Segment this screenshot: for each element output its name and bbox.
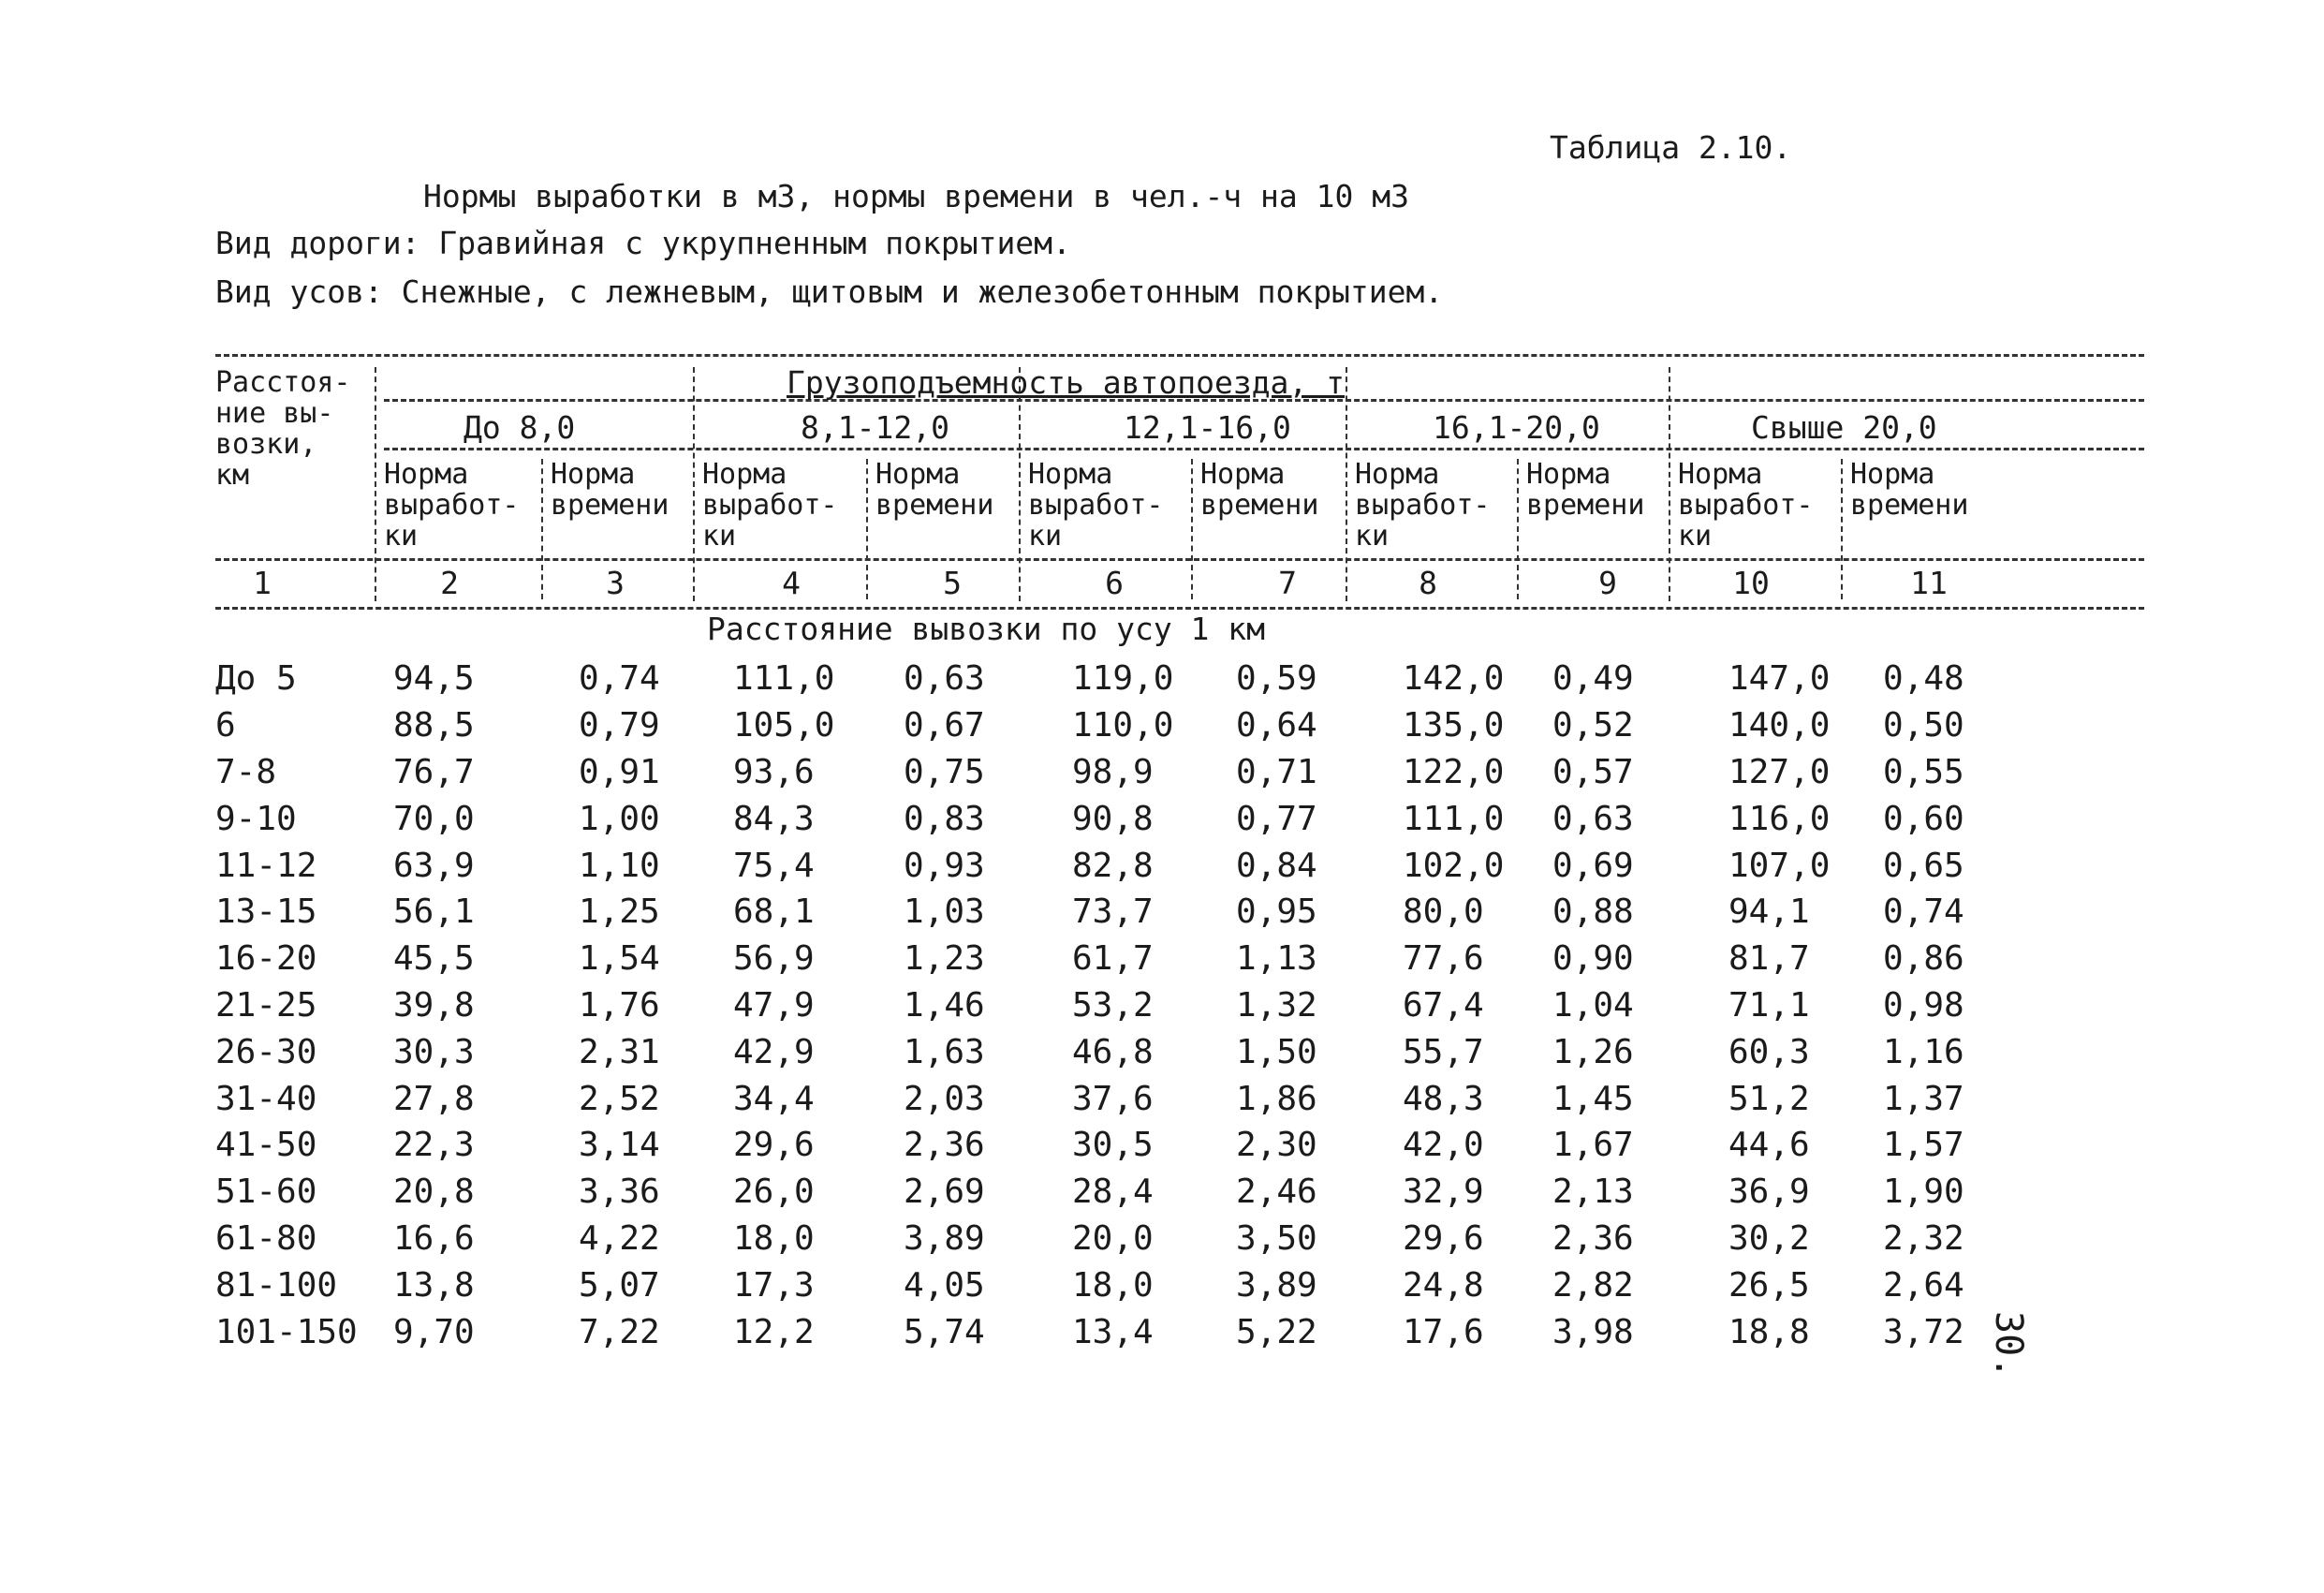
norm-time-cell: 5,22 [1236,1312,1317,1351]
distance-cell: 7-8 [215,752,277,791]
norm-output-cell: 63,9 [393,846,475,885]
norm-time-cell: 4,05 [904,1265,985,1305]
norm-time-cell: 1,26 [1552,1032,1634,1071]
table-row [215,749,2080,796]
norm-output-cell: 26,5 [1728,1265,1810,1305]
norm-output-cell: 12,2 [733,1312,815,1351]
norm-time-cell: 1,63 [904,1032,985,1071]
norm-time-cell: 1,45 [1552,1079,1634,1118]
norm-output-cell: 80,0 [1403,892,1484,932]
norm-time-cell: 1,10 [579,846,660,885]
norm-time-cell: 0,98 [1883,985,1964,1025]
norm-time-cell: 2,31 [579,1032,660,1071]
norm-time-cell: 1,67 [1552,1126,1634,1165]
norm-time-cell: 1,57 [1883,1126,1964,1165]
norm-output-cell: 98,9 [1072,752,1154,791]
norm-output-cell: 88,5 [393,706,475,745]
norm-time-cell: 0,71 [1236,752,1317,791]
column-separator [1191,459,1193,599]
norm-output-cell: 20,8 [393,1173,475,1212]
norm-output-cell: 36,9 [1728,1173,1810,1212]
norm-time-cell: 0,48 [1883,659,1964,699]
column-number: 10 [1732,565,1770,601]
column-number: 2 [440,565,459,601]
norm-output-cell: 71,1 [1728,985,1810,1025]
norm-time-cell: 0,57 [1552,752,1634,791]
column-number: 4 [782,565,801,601]
norm-output-cell: 26,0 [733,1173,815,1212]
norm-time-cell: 7,22 [579,1312,660,1351]
norm-output-cell: 105,0 [733,706,835,745]
norm-output-cell: 60,3 [1728,1032,1810,1071]
norm-output-cell: 48,3 [1403,1079,1484,1118]
norm-time-cell: 1,16 [1883,1032,1964,1071]
norm-time-cell: 2,30 [1236,1126,1317,1165]
norm-time-cell: 1,04 [1552,985,1634,1025]
norm-time-cell: 1,32 [1236,985,1317,1025]
norm-output-header: Норма выработ- ки [702,458,838,553]
table-row [215,1075,2080,1122]
norm-output-cell: 90,8 [1072,799,1154,838]
norm-time-cell: 3,89 [1236,1265,1317,1305]
norm-time-header: Норма времени [1850,458,1969,522]
capacity-group-2: 8,1-12,0 [801,409,949,446]
norm-time-cell: 1,76 [579,985,660,1025]
table-row [215,656,2080,702]
capacity-group-4: 16,1-20,0 [1433,409,1600,446]
norm-time-cell: 2,46 [1236,1173,1317,1212]
norm-output-cell: 56,1 [393,892,475,932]
column-number: 5 [943,565,962,601]
norm-time-cell: 1,37 [1883,1079,1964,1118]
norm-output-cell: 67,4 [1403,985,1484,1025]
norm-time-cell: 1,50 [1236,1032,1317,1071]
norm-time-cell: 0,52 [1552,706,1634,745]
norm-time-cell: 1,13 [1236,939,1317,979]
column-separator [375,367,376,601]
capacity-rule [384,448,2144,450]
distance-cell: 16-20 [215,939,317,979]
norm-time-cell: 0,55 [1883,752,1964,791]
norm-time-header: Норма времени [875,458,994,522]
table-row [215,889,2080,936]
norm-output-cell: 56,9 [733,939,815,979]
norm-time-cell: 1,23 [904,939,985,979]
norm-time-header: Норма времени [551,458,669,522]
norm-time-cell: 0,84 [1236,846,1317,885]
norm-output-cell: 107,0 [1728,846,1831,885]
norm-output-cell: 9,70 [393,1312,475,1351]
norm-time-cell: 0,77 [1236,799,1317,838]
norm-output-cell: 81,7 [1728,939,1810,979]
norm-time-cell: 5,74 [904,1312,985,1351]
norm-time-cell: 0,63 [904,659,985,699]
norm-time-cell: 5,07 [579,1265,660,1305]
column-separator [1517,459,1519,599]
norm-time-cell: 0,88 [1552,892,1634,932]
page-number: 30. [1987,1311,2030,1379]
distance-cell: 6 [215,706,236,745]
norm-output-cell: 44,6 [1728,1126,1810,1165]
norm-time-cell: 2,03 [904,1079,985,1118]
distance-cell: 51-60 [215,1173,317,1212]
norm-time-cell: 2,82 [1552,1265,1634,1305]
norm-time-cell: 0,65 [1883,846,1964,885]
norm-output-cell: 94,1 [1728,892,1810,932]
norm-output-cell: 20,0 [1072,1218,1154,1258]
norm-output-cell: 16,6 [393,1218,475,1258]
norm-output-header: Норма выработ- ки [384,458,520,553]
distance-cell: 101-150 [215,1312,358,1351]
norm-time-cell: 1,86 [1236,1079,1317,1118]
norm-output-cell: 32,9 [1403,1173,1484,1212]
norm-time-cell: 1,90 [1883,1173,1964,1212]
norm-time-cell: 3,50 [1236,1218,1317,1258]
norm-output-cell: 119,0 [1072,659,1174,699]
norm-output-cell: 77,6 [1403,939,1484,979]
norm-time-cell: 1,54 [579,939,660,979]
norm-output-cell: 94,5 [393,659,475,699]
norm-output-cell: 84,3 [733,799,815,838]
norm-output-cell: 18,0 [733,1218,815,1258]
column-number: 8 [1419,565,1437,601]
norm-time-cell: 0,63 [1552,799,1634,838]
column-separator [693,367,695,601]
norm-output-cell: 61,7 [1072,939,1154,979]
norm-time-cell: 1,03 [904,892,985,932]
norm-time-cell: 0,86 [1883,939,1964,979]
norm-output-header: Норма выработ- ки [1028,458,1164,553]
norm-time-cell: 2,36 [1552,1218,1634,1258]
norm-output-cell: 28,4 [1072,1173,1154,1212]
norm-output-cell: 68,1 [733,892,815,932]
norm-output-cell: 55,7 [1403,1032,1484,1071]
norm-output-cell: 147,0 [1728,659,1831,699]
norm-output-cell: 135,0 [1403,706,1505,745]
norm-output-cell: 102,0 [1403,846,1505,885]
norm-output-cell: 142,0 [1403,659,1505,699]
table-row [215,1028,2080,1075]
table-row [215,936,2080,982]
norm-output-cell: 18,8 [1728,1312,1810,1351]
distance-cell: 81-100 [215,1265,338,1305]
norm-time-cell: 0,74 [1883,892,1964,932]
column-separator [866,459,868,599]
column-numbers-rule [215,607,2144,610]
norm-time-header: Норма времени [1526,458,1645,522]
norm-output-cell: 24,8 [1403,1265,1484,1305]
norm-time-cell: 0,91 [579,752,660,791]
norm-output-cell: 18,0 [1072,1265,1154,1305]
distance-cell: 61-80 [215,1218,317,1258]
capacity-group-3: 12,1-16,0 [1124,409,1291,446]
capacity-group-5: Свыше 20,0 [1751,409,1937,446]
norm-time-cell: 3,36 [579,1173,660,1212]
norm-time-cell: 2,13 [1552,1173,1634,1212]
norm-output-cell: 27,8 [393,1079,475,1118]
distance-cell: 9-10 [215,799,297,838]
norm-output-cell: 47,9 [733,985,815,1025]
norm-time-cell: 0,95 [1236,892,1317,932]
distance-cell: 11-12 [215,846,317,885]
table-row [215,982,2080,1029]
norm-output-cell: 110,0 [1072,706,1174,745]
column-number: 3 [606,565,625,601]
table-row [215,702,2080,749]
norm-output-cell: 76,7 [393,752,475,791]
norm-time-cell: 0,75 [904,752,985,791]
norm-output-cell: 122,0 [1403,752,1505,791]
norm-output-cell: 73,7 [1072,892,1154,932]
table-row [215,1122,2080,1169]
norm-output-cell: 29,6 [1403,1218,1484,1258]
norm-time-cell: 0,50 [1883,706,1964,745]
distance-cell: 31-40 [215,1079,317,1118]
norm-time-cell: 0,64 [1236,706,1317,745]
norm-time-cell: 1,46 [904,985,985,1025]
column-separator [541,459,543,599]
usy-type: Вид усов: Снежные, с лежневым, щитовым и железобетонным покрытием. [215,273,1444,310]
norm-output-cell: 29,6 [733,1126,815,1165]
norm-time-cell: 0,90 [1552,939,1634,979]
norm-output-cell: 93,6 [733,752,815,791]
norm-output-cell: 42,9 [733,1032,815,1071]
norm-time-cell: 0,74 [579,659,660,699]
table-row [215,795,2080,842]
norm-time-cell: 3,98 [1552,1312,1634,1351]
column-number: 1 [253,565,272,601]
capacity-group-header: Грузоподъемность автопоезда, т [787,364,1346,401]
distance-cell: До 5 [215,659,297,699]
column-number: 9 [1598,565,1617,601]
norm-time-header: Норма времени [1200,458,1319,522]
norm-output-cell: 30,2 [1728,1218,1810,1258]
road-type: Вид дороги: Гравийная с укрупненным покрытием. [215,225,1071,261]
distance-cell: 21-25 [215,985,317,1025]
norm-output-cell: 45,5 [393,939,475,979]
norm-output-cell: 111,0 [1403,799,1505,838]
norm-time-cell: 0,79 [579,706,660,745]
table-title: Нормы выработки в м3, нормы времени в чел.-ч на 10 м3 [423,178,1409,214]
table-row [215,1169,2080,1216]
norm-time-cell: 2,36 [904,1126,985,1165]
norm-time-cell: 0,69 [1552,846,1634,885]
table-row [215,1261,2080,1308]
norm-output-cell: 82,8 [1072,846,1154,885]
norm-output-cell: 17,3 [733,1265,815,1305]
table-row [215,1308,2080,1355]
norm-output-cell: 22,3 [393,1126,475,1165]
norm-time-cell: 1,00 [579,799,660,838]
norm-time-cell: 2,69 [904,1173,985,1212]
norm-time-cell: 2,32 [1883,1218,1964,1258]
norm-output-cell: 75,4 [733,846,815,885]
capacity-group-1: До 8,0 [463,409,576,446]
norm-time-cell: 3,72 [1883,1312,1964,1351]
distance-header: Расстоя- ние вы- возки, км [215,366,351,492]
norm-time-cell: 0,60 [1883,799,1964,838]
norm-output-header: Норма выработ- ки [1678,458,1814,553]
norm-output-cell: 30,5 [1072,1126,1154,1165]
table-row [215,842,2080,889]
norm-output-cell: 70,0 [393,799,475,838]
norm-output-cell: 51,2 [1728,1079,1810,1118]
norm-time-cell: 3,14 [579,1126,660,1165]
column-number: 7 [1278,565,1297,601]
table-label: Таблица 2.10. [1550,129,1792,166]
column-number: 6 [1105,565,1124,601]
norm-output-cell: 37,6 [1072,1079,1154,1118]
norm-output-cell: 42,0 [1403,1126,1484,1165]
norm-output-cell: 17,6 [1403,1312,1484,1351]
distance-cell: 26-30 [215,1032,317,1071]
norm-output-cell: 127,0 [1728,752,1831,791]
norm-time-cell: 0,83 [904,799,985,838]
norm-output-cell: 46,8 [1072,1032,1154,1071]
norm-output-cell: 39,8 [393,985,475,1025]
section-subtitle: Расстояние вывозки по усу 1 км [707,611,1266,647]
norms-table [215,656,2080,1355]
norm-output-cell: 53,2 [1072,985,1154,1025]
norm-output-cell: 116,0 [1728,799,1831,838]
norm-time-cell: 2,64 [1883,1265,1964,1305]
norm-time-cell: 0,93 [904,846,985,885]
norm-output-cell: 34,4 [733,1079,815,1118]
norm-output-cell: 30,3 [393,1032,475,1071]
norm-time-cell: 3,89 [904,1218,985,1258]
norm-time-cell: 2,52 [579,1079,660,1118]
distance-cell: 41-50 [215,1126,317,1165]
norm-time-cell: 4,22 [579,1218,660,1258]
distance-cell: 13-15 [215,892,317,932]
column-separator [1841,459,1843,599]
norm-output-cell: 111,0 [733,659,835,699]
header-bottom-rule [215,558,2144,561]
column-number: 11 [1910,565,1948,601]
norm-output-cell: 140,0 [1728,706,1831,745]
norm-output-cell: 13,8 [393,1265,475,1305]
header-top-rule [215,354,2144,357]
norm-time-cell: 1,25 [579,892,660,932]
norm-output-header: Норма выработ- ки [1355,458,1491,553]
norm-time-cell: 0,67 [904,706,985,745]
norm-time-cell: 0,59 [1236,659,1317,699]
norm-output-cell: 13,4 [1072,1312,1154,1351]
table-row [215,1216,2080,1262]
norm-time-cell: 0,49 [1552,659,1634,699]
